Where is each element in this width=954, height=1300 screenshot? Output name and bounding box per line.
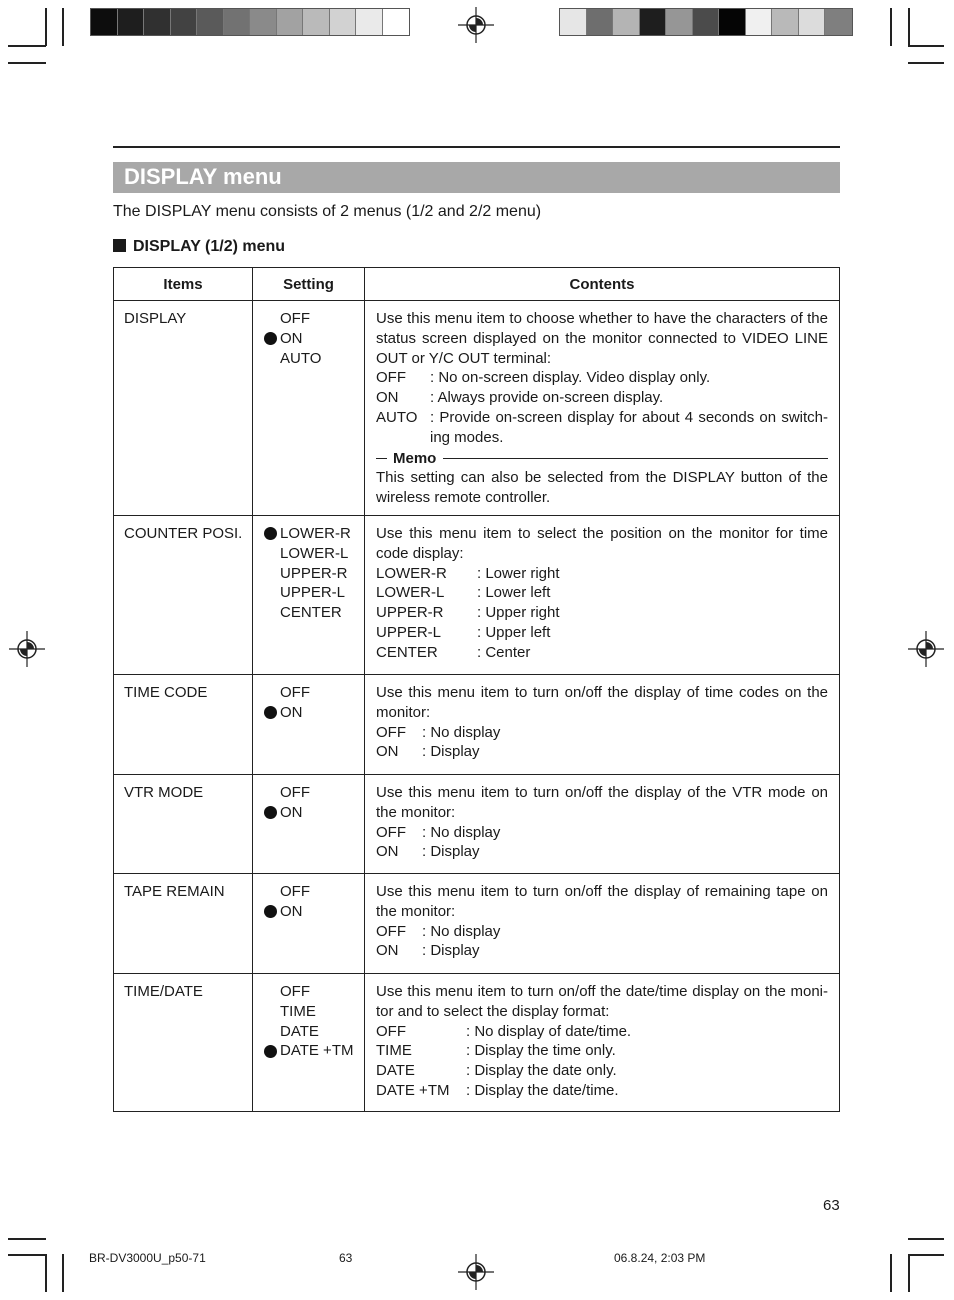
setting-option-label: DATE +TM	[280, 1042, 354, 1060]
subheading	[113, 238, 285, 256]
contents-description: Use this menu item to turn on/off the date/time display on the moni-tor and to select the display format:	[376, 983, 828, 1020]
option-key: OFF	[376, 369, 406, 387]
section-top-rule	[113, 146, 840, 148]
calibration-swatch	[91, 9, 118, 35]
contents-option-line	[376, 368, 828, 388]
registration-mark-top	[458, 7, 494, 43]
setting-options	[253, 775, 365, 873]
default-setting-dot-icon	[264, 706, 277, 719]
menu-item-name: COUNTER POSI.	[114, 516, 253, 674]
setting-option	[264, 902, 364, 922]
footer-file: BR-DV3000U_p50-71	[89, 1251, 206, 1265]
contents-option-line	[376, 842, 828, 862]
color-calibration-strip-right	[559, 8, 853, 36]
calibration-swatch	[640, 9, 667, 35]
option-key: ON	[376, 389, 399, 407]
contents-cell	[365, 775, 839, 873]
setting-option-label: ON	[280, 902, 303, 920]
setting-option-label: LOWER-L	[280, 544, 349, 562]
contents-option-line	[376, 941, 828, 961]
setting-option	[264, 882, 364, 902]
setting-spacer	[264, 352, 277, 365]
setting-spacer	[264, 587, 277, 600]
option-key: OFF	[376, 922, 406, 940]
setting-option	[264, 703, 364, 723]
setting-spacer	[264, 985, 277, 998]
calibration-swatch	[587, 9, 614, 35]
setting-option	[264, 583, 364, 603]
option-value: : Lower right	[477, 564, 560, 582]
calibration-swatch	[356, 9, 383, 35]
setting-option-label: OFF	[280, 784, 310, 801]
option-key: OFF	[376, 1022, 406, 1040]
setting-option	[264, 329, 364, 349]
setting-option	[264, 783, 364, 803]
menu-item-name: TAPE REMAIN	[114, 874, 253, 973]
calibration-swatch	[613, 9, 640, 35]
option-key: OFF	[376, 723, 406, 741]
option-key: UPPER-R	[376, 604, 444, 622]
option-value: : Display the date/time.	[466, 1081, 619, 1099]
setting-options	[253, 516, 365, 674]
calibration-swatch	[171, 9, 198, 35]
option-key: ON	[376, 743, 399, 761]
setting-spacer	[264, 1025, 277, 1038]
contents-option-line	[376, 1041, 828, 1061]
contents-option-line	[376, 823, 828, 843]
memo-text: This setting can also be selected from the DISPLAY button of the wireless remote controller.	[376, 469, 828, 507]
page-number: 63	[823, 1197, 840, 1214]
setting-spacer	[264, 1005, 277, 1018]
setting-options	[253, 301, 365, 515]
contents-description: Use this menu item to turn on/off the display of the VTR mode on the monitor:	[376, 784, 828, 821]
setting-options	[253, 974, 365, 1111]
memo-heading	[376, 449, 828, 469]
contents-option-line	[376, 1022, 828, 1042]
display-menu-table	[113, 267, 840, 1112]
setting-option-label: ON	[280, 703, 303, 721]
contents-description: Use this menu item to choose whether to have the characters of the status screen displayed on the monitor connected to VIDEO LINE OUT or Y/C OUT terminal:	[376, 310, 828, 367]
setting-option-label: ON	[280, 329, 303, 347]
intro-text: The DISPLAY menu consists of 2 menus (1/2 and 2/2 menu)	[113, 203, 542, 220]
option-key: AUTO	[376, 408, 418, 426]
option-value: : Display	[422, 843, 480, 861]
calibration-swatch	[118, 9, 145, 35]
default-setting-dot-icon	[264, 905, 277, 918]
header-setting: Setting	[253, 268, 365, 300]
color-calibration-strip-left	[90, 8, 410, 36]
calibration-swatch	[666, 9, 693, 35]
option-value: : No display	[422, 823, 501, 841]
menu-item-name: TIME CODE	[114, 675, 253, 774]
section-title-bar	[113, 162, 840, 193]
menu-item-name: TIME/DATE	[114, 974, 253, 1111]
setting-options	[253, 874, 365, 973]
calibration-swatch	[719, 9, 746, 35]
memo-dash	[376, 458, 387, 460]
option-value: : No display of date/time.	[466, 1022, 632, 1040]
default-setting-dot-icon	[264, 806, 277, 819]
calibration-swatch	[197, 9, 224, 35]
contents-description: Use this menu item to select the position on the monitor for time code display:	[376, 525, 828, 562]
contents-option-line	[376, 643, 828, 663]
subheading-text: DISPLAY (1/2) menu	[133, 238, 286, 255]
memo-label: Memo	[393, 449, 437, 467]
setting-option-label: AUTO	[280, 349, 322, 367]
setting-spacer	[264, 686, 277, 699]
setting-option-label: OFF	[280, 310, 310, 327]
option-value: : Display	[422, 743, 480, 761]
contents-cell	[365, 516, 839, 674]
menu-item-name: DISPLAY	[114, 301, 253, 515]
setting-option	[264, 309, 364, 329]
calibration-swatch	[693, 9, 720, 35]
calibration-swatch	[250, 9, 277, 35]
setting-spacer	[264, 786, 277, 799]
setting-option-label: CENTER	[280, 604, 342, 622]
setting-option-label: TIME	[280, 1002, 316, 1020]
table-header	[114, 268, 839, 301]
table-row	[114, 675, 839, 775]
setting-option	[264, 1041, 364, 1061]
contents-description: Use this menu item to turn on/off the display of time codes on the monitor:	[376, 684, 828, 721]
option-value: : Display the date only.	[466, 1062, 617, 1080]
option-key: LOWER-L	[376, 584, 445, 602]
option-key: DATE +TM	[376, 1081, 450, 1099]
square-bullet-icon	[113, 239, 126, 252]
setting-option	[264, 982, 364, 1002]
footer-page: 63	[339, 1251, 353, 1265]
table-row	[114, 301, 839, 516]
default-setting-dot-icon	[264, 527, 277, 540]
registration-mark-right	[908, 631, 944, 667]
option-value: : Provide on-screen display for about 4 seconds on switch-ing modes.	[430, 408, 828, 446]
option-value: : Upper right	[477, 604, 560, 622]
header-contents: Contents	[569, 275, 635, 293]
option-value: : Upper left	[477, 623, 551, 641]
contents-option-line	[376, 603, 828, 623]
footer-timestamp: 06.8.24, 2:03 PM	[614, 1251, 706, 1265]
registration-mark-bottom	[458, 1254, 494, 1290]
option-key: UPPER-L	[376, 623, 442, 641]
option-value: : Center	[477, 643, 531, 661]
header-items: Items	[114, 268, 253, 300]
calibration-swatch	[746, 9, 773, 35]
contents-option-line	[376, 623, 828, 643]
setting-option-label: OFF	[280, 684, 310, 701]
contents-option-line	[376, 1081, 828, 1101]
option-key: ON	[376, 942, 399, 960]
registration-mark-left	[9, 631, 45, 667]
calibration-swatch	[144, 9, 171, 35]
setting-option-label: LOWER-R	[280, 525, 351, 542]
setting-option	[264, 1002, 364, 1022]
table-row	[114, 516, 839, 675]
setting-option	[264, 349, 364, 369]
setting-option	[264, 544, 364, 564]
setting-option	[264, 1022, 364, 1042]
setting-option-label: OFF	[280, 883, 310, 900]
calibration-swatch	[224, 9, 251, 35]
setting-spacer	[264, 312, 277, 325]
calibration-swatch	[825, 9, 852, 35]
option-value: : Lower left	[477, 584, 551, 602]
setting-spacer	[264, 607, 277, 620]
default-setting-dot-icon	[264, 1045, 277, 1058]
option-value: : Always provide on-screen display.	[430, 389, 664, 407]
option-value: : No display	[422, 723, 501, 741]
table-row	[114, 974, 839, 1111]
contents-option-line	[376, 388, 828, 408]
contents-option-line	[376, 922, 828, 942]
option-value: : No display	[422, 922, 501, 940]
option-key: DATE	[376, 1062, 415, 1080]
option-key: CENTER	[376, 643, 438, 661]
calibration-swatch	[560, 9, 587, 35]
setting-spacer	[264, 567, 277, 580]
default-setting-dot-icon	[264, 332, 277, 345]
setting-options	[253, 675, 365, 774]
setting-option	[264, 603, 364, 623]
setting-option	[264, 803, 364, 823]
option-value: : Display	[422, 942, 480, 960]
option-key: TIME	[376, 1042, 412, 1060]
option-key: OFF	[376, 823, 406, 841]
calibration-swatch	[277, 9, 304, 35]
setting-option-label: DATE	[280, 1022, 319, 1040]
menu-item-name: VTR MODE	[114, 775, 253, 873]
setting-option-label: UPPER-R	[280, 564, 348, 582]
setting-option	[264, 564, 364, 584]
option-key: ON	[376, 843, 399, 861]
contents-option-line	[376, 1061, 828, 1081]
contents-description: Use this menu item to turn on/off the display of remaining tape on the monitor:	[376, 883, 828, 920]
contents-cell	[365, 675, 839, 774]
setting-option	[264, 683, 364, 703]
setting-spacer	[264, 547, 277, 560]
contents-cell	[365, 974, 839, 1111]
table-row	[114, 775, 839, 874]
calibration-swatch	[799, 9, 826, 35]
setting-option-label: UPPER-L	[280, 584, 346, 602]
contents-option-line	[376, 742, 828, 762]
calibration-swatch	[383, 9, 410, 35]
setting-option-label: OFF	[280, 983, 310, 1000]
contents-cell	[365, 874, 839, 973]
contents-option-line	[376, 583, 828, 603]
table-row	[114, 874, 839, 974]
calibration-swatch	[772, 9, 799, 35]
setting-spacer	[264, 885, 277, 898]
memo-rule	[443, 458, 828, 460]
section-title: DISPLAY menu	[124, 164, 282, 189]
contents-cell	[365, 301, 839, 515]
setting-option	[264, 524, 364, 544]
option-value: : No on-screen display. Video display only.	[430, 369, 711, 387]
contents-option-line	[376, 564, 828, 584]
setting-option-label: ON	[280, 803, 303, 821]
contents-option-line	[376, 408, 828, 448]
option-value: : Display the time only.	[466, 1042, 616, 1060]
calibration-swatch	[330, 9, 357, 35]
option-key: LOWER-R	[376, 564, 447, 582]
calibration-swatch	[303, 9, 330, 35]
contents-option-line	[376, 723, 828, 743]
